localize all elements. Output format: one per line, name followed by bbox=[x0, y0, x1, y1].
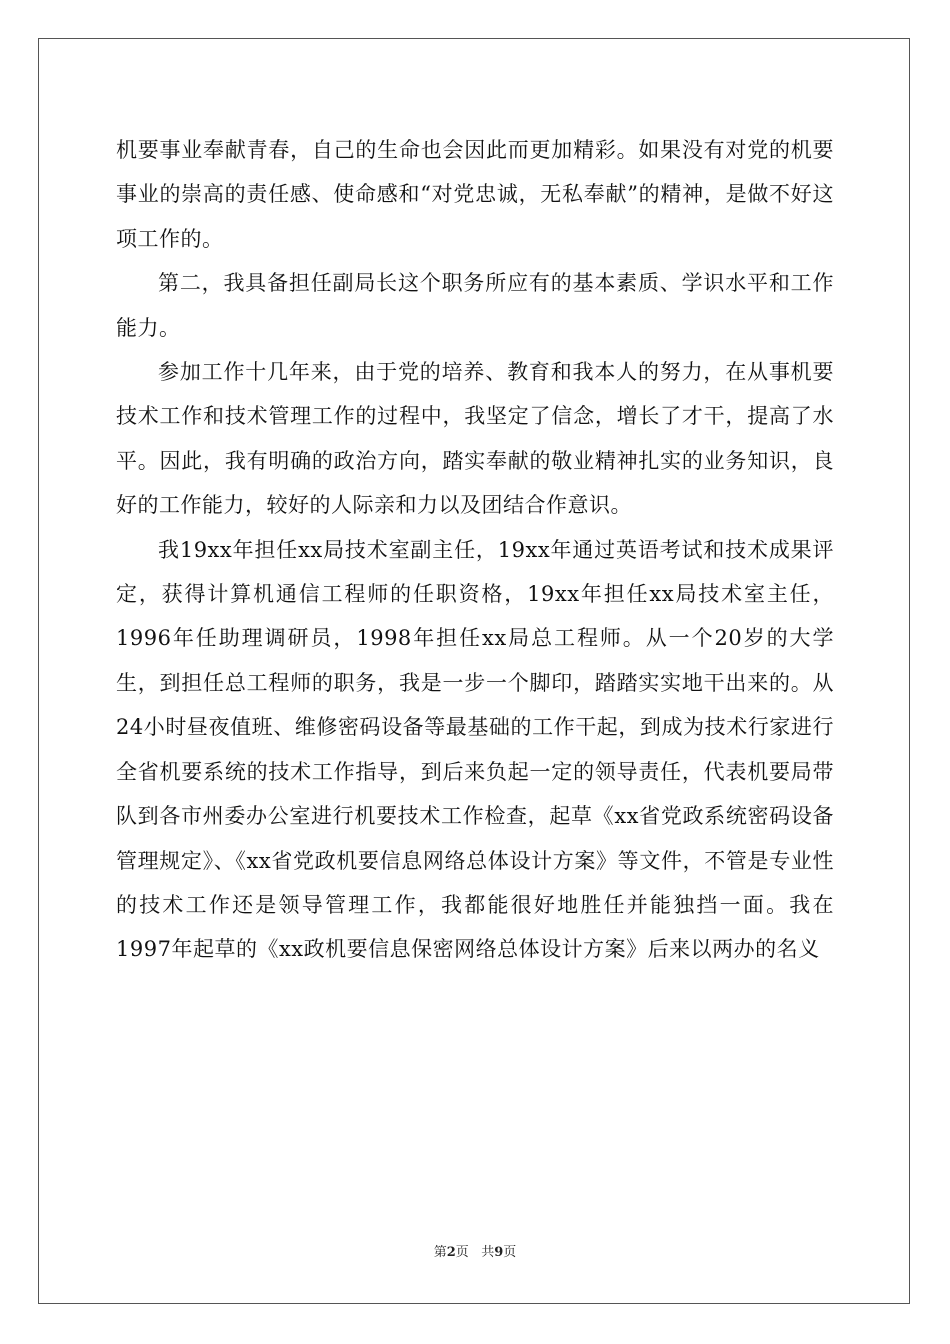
total-suffix: 页 bbox=[503, 1245, 517, 1260]
total-prefix: 共 bbox=[481, 1245, 495, 1260]
paragraph-2: 第二，我具备担任副局长这个职务所应有的基本素质、学识水平和工作能力。 bbox=[116, 271, 834, 340]
page-suffix: 页 bbox=[455, 1245, 469, 1260]
page-total: 9 bbox=[494, 1245, 504, 1260]
page-footer bbox=[0, 1245, 950, 1261]
page-prefix: 第 bbox=[433, 1245, 447, 1260]
paragraph-3: 参加工作十几年来，由于党的培养、教育和我本人的努力，在从事机要技术工作和技术管理工作的过程中，我坚定了信念，增长了才干，提高了水平。因此，我有明确的政治方向，踏实奉献的敬业精神扎实的业务知识，良好的工作能力，较好的人际亲和力以及团结合作意识。 bbox=[116, 360, 834, 518]
document-body bbox=[116, 128, 834, 972]
page-current: 2 bbox=[446, 1245, 456, 1260]
paragraph-4: 我19xx年担任xx局技术室副主任，19xx年通过英语考试和技术成果评定，获得计算机通信工程师的任职资格，19xx年担任xx局技术室主任，1996年任助理调研员，1998年担任xx局总工程师。从一个20岁的大学生，到担任总工程师的职务，我是一步一个脚印，踏踏实实地干出来的。从24小时昼夜值班、维修密码设备等最基础的工作干起，到成为技术行家进行全省机要系统的技术工作指导，到后来负起一定的领导责任，代表机要局带队到各市州委办公室进行机要技术工作检查，起草《xx省党政系统密码设备管理规定》、《xx省党政机要信息网络总体设计方案》等文件，不管是专业性的技术工作还是领导管理工作，我都能很好地胜任并能独挡一面。我在1997年起草的《xx政机要信息保密网络总体设计方案》后来以两办的名义 bbox=[116, 537, 834, 962]
paragraph-1: 机要事业奉献青春，自己的生命也会因此而更加精彩。如果没有对党的机要事业的崇高的责任感、使命感和“对党忠诚，无私奉献”的精神，是做不好这项工作的。 bbox=[116, 138, 834, 251]
